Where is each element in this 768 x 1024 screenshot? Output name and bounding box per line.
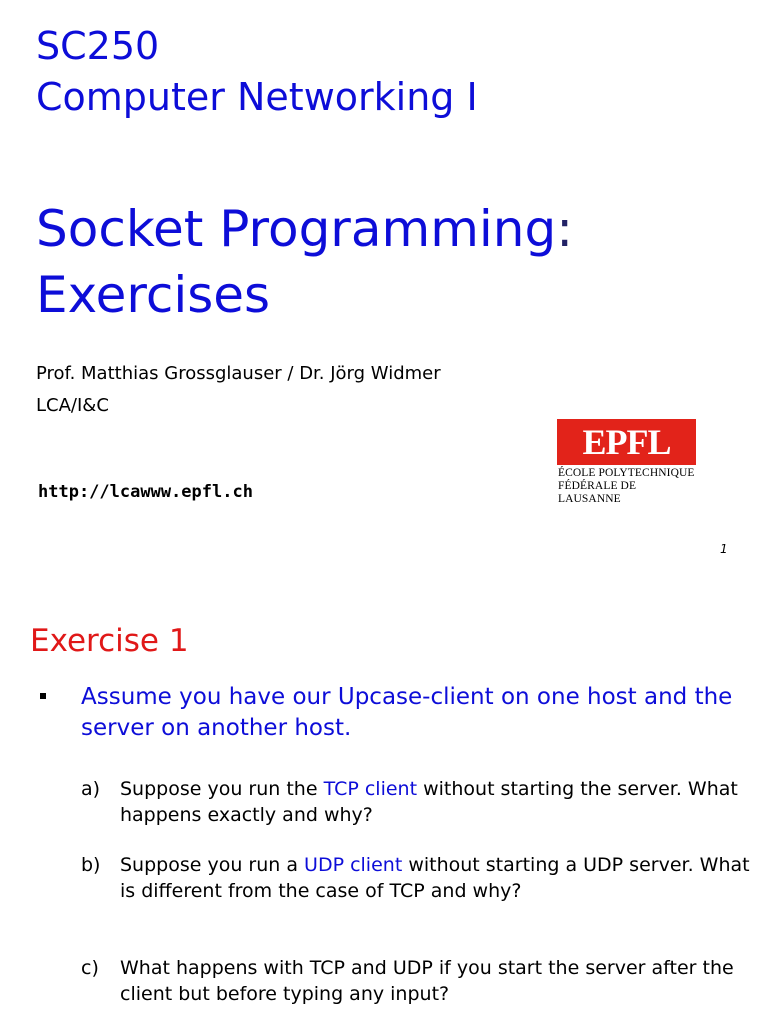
question-item [81,955,751,1007]
course-code: SC250 [36,24,160,68]
lecture-title-colon: : [556,200,574,258]
question-text-post: without starting the server. What happens exactly and why? [120,778,738,826]
question-text: What happens with TCP and UDP if you start the server after the client but before typing any input? [120,957,734,1005]
website-url[interactable]: http://lcawww.epfl.ch [38,482,253,502]
epfl-logo [557,419,699,506]
question-highlight: UDP client [304,854,403,876]
epfl-logo-mark [557,419,696,465]
question-item [81,852,751,904]
question-text-post: without starting a UDP server. What is different from the case of TCP and why? [120,854,750,902]
epfl-logo-line2: FÉDÉRALE DE LAUSANNE [558,480,637,505]
affiliation: LCA/I&C [36,395,109,416]
exercise-title: Exercise 1 [30,623,189,659]
page-number: 1 [720,542,728,556]
question-text-pre: Suppose you run a [120,854,305,876]
question-highlight: TCP client [323,778,418,800]
question-text-pre: Suppose you run the [120,778,324,800]
epfl-logo-letters: EPFL [582,422,671,462]
question-text [120,776,751,828]
question-item [81,776,751,828]
epfl-logo-line1: ÉCOLE POLYTECHNIQUE [558,467,695,479]
question-label: a) [81,778,101,800]
bullet-square-icon [40,693,46,699]
authors: Prof. Matthias Grossglauser / Dr. Jörg Widmer [36,363,441,384]
question-text [120,852,751,904]
question-label: b) [81,854,101,876]
question-label: c) [81,957,99,979]
exercise-bullet: Assume you have our Upcase-client on one host and the server on another host. [81,684,733,741]
course-name: Computer Networking I [36,75,478,119]
lecture-title-line2: Exercises [36,266,271,324]
lecture-title-line1: Socket Programming [36,200,557,258]
lecture-title [36,196,573,328]
